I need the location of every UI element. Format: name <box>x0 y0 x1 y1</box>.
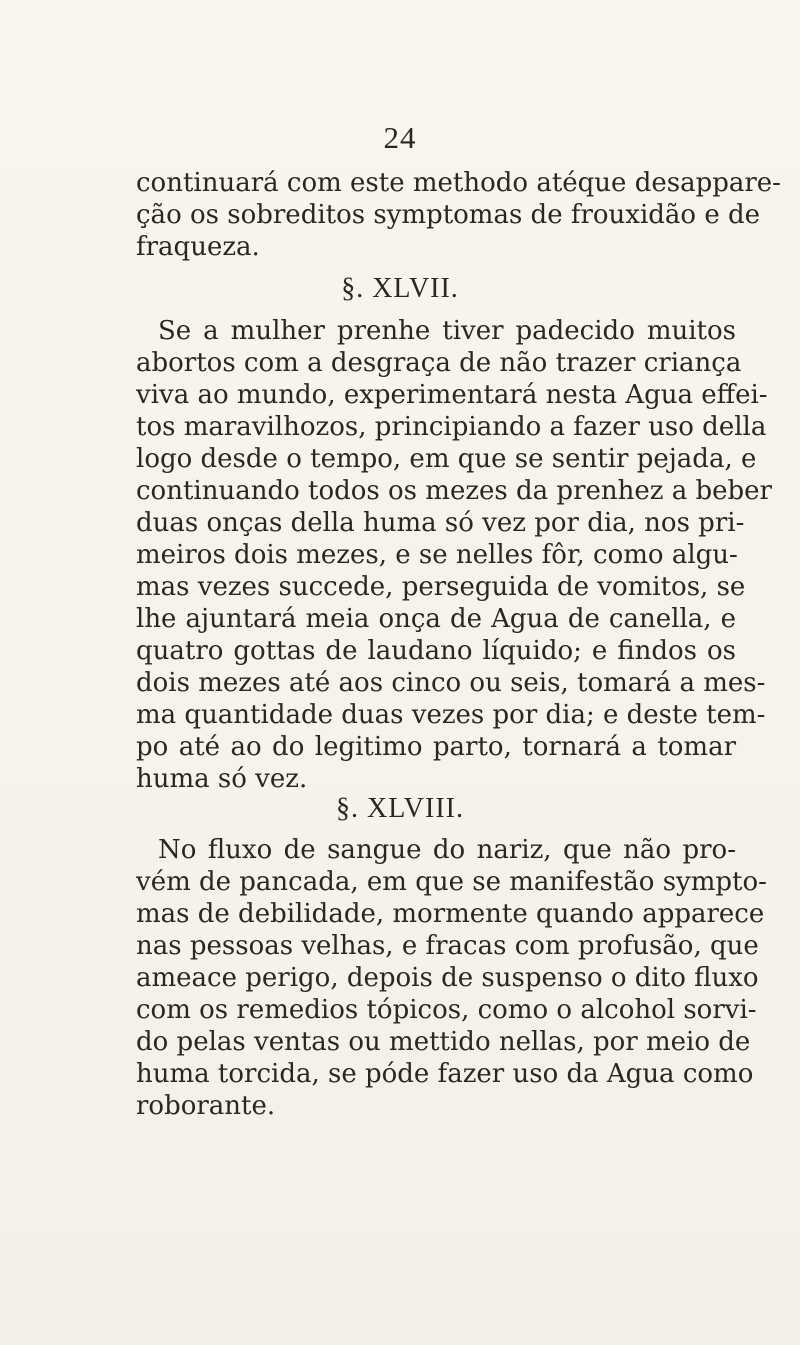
text-line: continuará com este methodo atéque desappare- <box>136 168 781 198</box>
paragraph-section-xlviii <box>136 834 767 1122</box>
text-line: roborante. <box>136 1091 276 1121</box>
section-heading: §. XLVII. <box>341 273 459 304</box>
text-line: No fluxo de sangue do nariz, que não pro- <box>158 835 736 865</box>
text-line: continuando todos os mezes da prenhez a beber <box>136 476 772 506</box>
text-line: vém de pancada, em que se manifestão sympto- <box>136 867 767 897</box>
paragraph-continuation <box>136 167 781 263</box>
section-heading: §. XLVIII. <box>336 793 464 824</box>
text-line: tos maravilhozos, principiando a fazer uso della <box>136 412 767 442</box>
text-line: quatro gottas de laudano líquido; e findos os <box>136 636 736 666</box>
text-line: nas pessoas velhas, e fracas com profusão, que <box>136 931 759 961</box>
page-number: 24 <box>383 120 417 155</box>
text-line: po até ao do legitimo parto, tornará a tomar <box>136 732 736 762</box>
text-line: com os remedios tópicos, como o alcohol sorvi- <box>136 995 757 1025</box>
text-line: ameace perigo, depois de suspenso o dito fluxo <box>136 963 759 993</box>
text-line: huma só vez. <box>136 764 308 794</box>
text-line: ma quantidade duas vezes por dia; e deste tem- <box>136 700 766 730</box>
text-line: ção os sobreditos symptomas de frouxidão e de <box>136 200 761 230</box>
text-line: viva ao mundo, experimentará nesta Agua effei- <box>136 380 768 410</box>
text-line: Se a mulher prenhe tiver padecido muitos <box>158 316 736 346</box>
text-line: duas onças della huma só vez por dia, nos pri- <box>136 508 745 538</box>
text-line: logo desde o tempo, em que se sentir pejada, e <box>136 444 757 474</box>
text-line: lhe ajuntará meia onça de Agua de canella, e <box>136 604 736 634</box>
text-line: meiros dois mezes, e se nelles fôr, como algu- <box>136 540 738 570</box>
text-line: dois mezes até aos cinco ou seis, tomará a mes- <box>136 668 766 698</box>
text-line: do pelas ventas ou mettido nellas, por meio de <box>136 1027 751 1057</box>
text-line: mas de debilidade, mormente quando apparece <box>136 899 765 929</box>
text-line: fraqueza. <box>136 232 260 262</box>
text-line: huma torcida, se póde fazer uso da Agua como <box>136 1059 754 1089</box>
text-line: abortos com a desgraça de não trazer criança <box>136 348 742 378</box>
paragraph-section-xlvii <box>136 315 772 795</box>
text-line: mas vezes succede, perseguida de vomitos, se <box>136 572 746 602</box>
